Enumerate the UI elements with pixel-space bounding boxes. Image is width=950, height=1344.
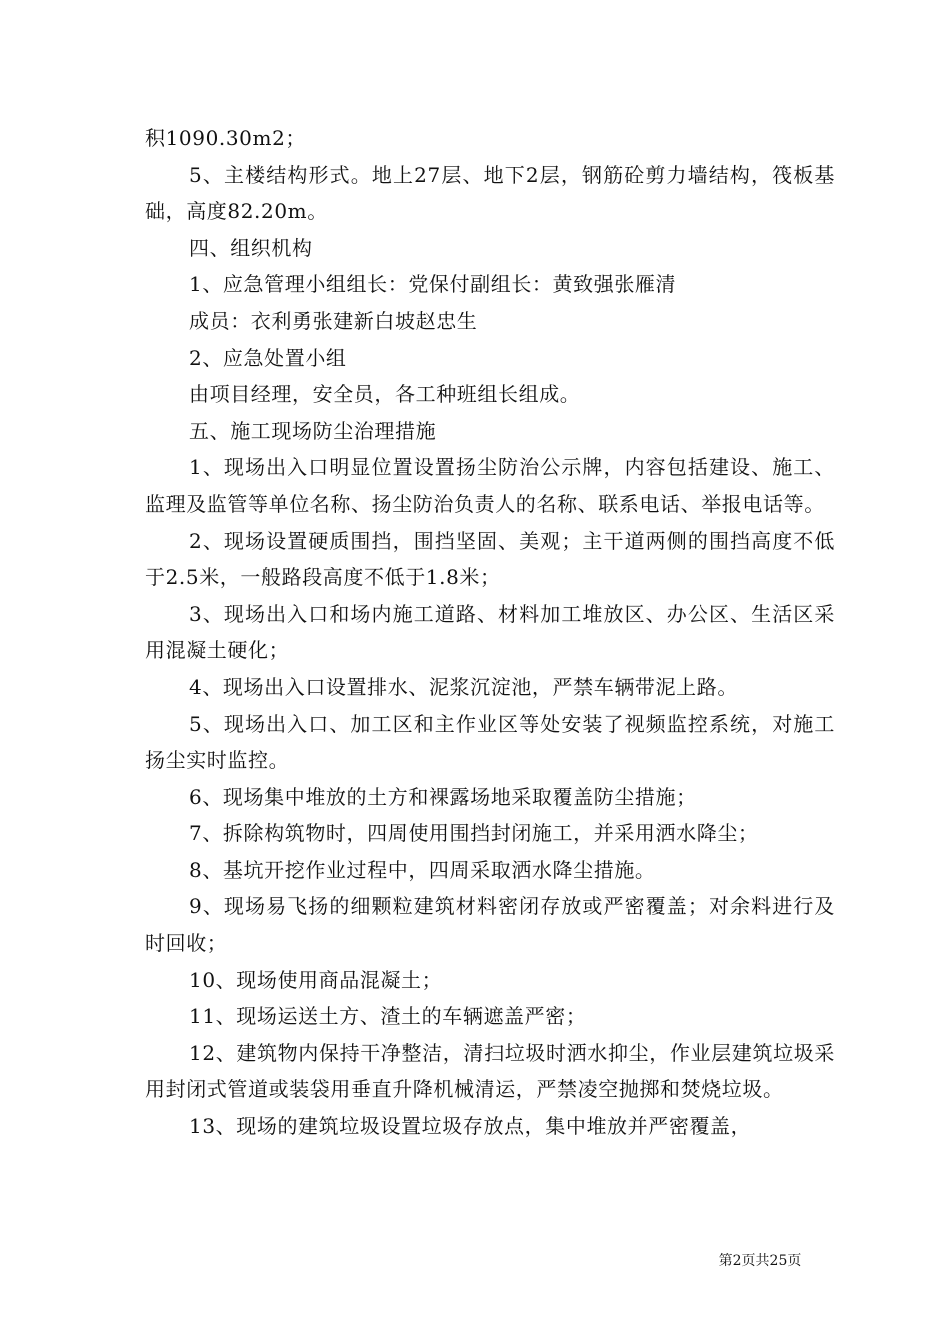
- paragraph: 2、应急处置小组: [189, 345, 347, 370]
- paragraph: 积1090.30m2；: [145, 126, 306, 150]
- paragraph: 11、现场运送土方、渣土的车辆遮盖严密；: [189, 1004, 587, 1029]
- paragraph: 2、现场设置硬质围挡，围挡坚固、美观；主干道两侧的围挡高度不低于2.5米，一般路段高度不低于1.8米；: [145, 528, 835, 590]
- paragraph: 10、现场使用商品混凝土；: [189, 967, 443, 992]
- paragraph: 6、现场集中堆放的土方和裸露场地采取覆盖防尘措施；: [189, 784, 697, 809]
- paragraph: 13、现场的建筑垃圾设置垃圾存放点，集中堆放并严密覆盖，: [189, 1114, 752, 1139]
- page-footer: 第2页共25页: [718, 1253, 802, 1269]
- paragraph: 1、应急管理小组组长：党保付副组长：黄致强张雁清: [189, 272, 677, 297]
- paragraph: 四、组织机构: [189, 235, 313, 260]
- paragraph: 由项目经理，安全员，各工种班组长组成。: [189, 382, 581, 407]
- paragraph: 5、主楼结构形式。地上27层、地下2层，钢筋砼剪力墙结构，筏板基础，高度82.20m。: [145, 162, 835, 224]
- paragraph: 8、基坑开挖作业过程中，四周采取洒水降尘措施。: [189, 857, 656, 882]
- paragraph: 3、现场出入口和场内施工道路、材料加工堆放区、办公区、生活区采用混凝土硬化；: [145, 601, 835, 663]
- paragraph: 1、现场出入口明显位置设置扬尘防治公示牌，内容包括建设、施工、监理及监管等单位名称、扬尘防治负责人的名称、联系电话、举报电话等。: [145, 455, 835, 516]
- paragraph: 12、建筑物内保持干净整洁，清扫垃圾时洒水抑尘，作业层建筑垃圾采用封闭式管道或装袋用垂直升降机械清运，严禁凌空抛掷和焚烧垃圾。: [145, 1040, 835, 1102]
- paragraph: 5、现场出入口、加工区和主作业区等处安装了视频监控系统，对施工扬尘实时监控。: [145, 711, 835, 773]
- paragraph: 五、施工现场防尘治理措施: [189, 418, 437, 443]
- paragraph: 4、现场出入口设置排水、泥浆沉淀池，严禁车辆带泥上路。: [189, 674, 738, 699]
- paragraph: 成员：衣利勇张建新白坡赵忠生: [189, 308, 478, 333]
- paragraph: 9、现场易飞扬的细颗粒建筑材料密闭存放或严密覆盖；对余料进行及时回收；: [145, 894, 835, 956]
- paragraph: 7、拆除构筑物时，四周使用围挡封闭施工，并采用洒水降尘；: [189, 821, 759, 846]
- document-body: [145, 120, 835, 1145]
